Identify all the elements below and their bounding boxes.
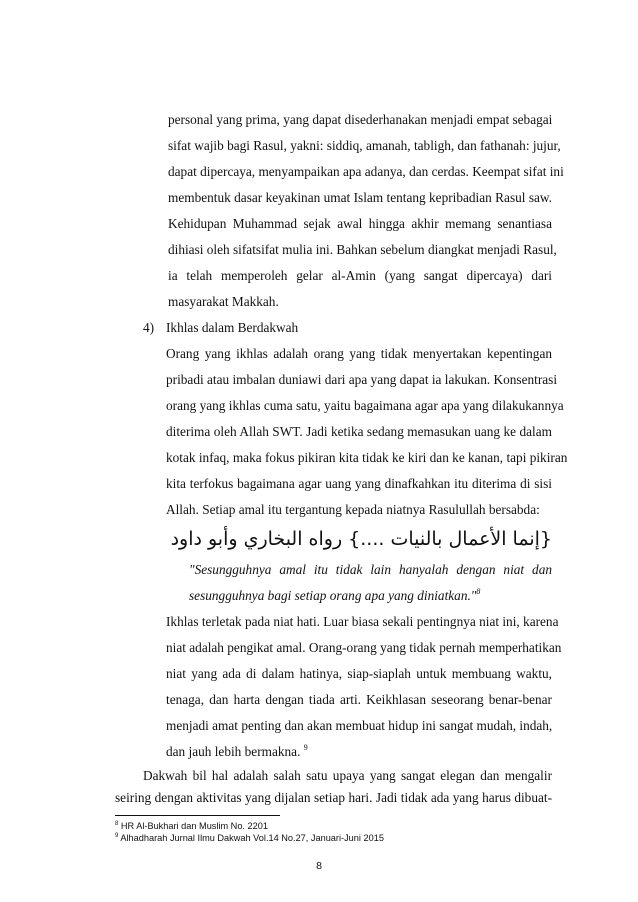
paragraph-line <box>166 744 308 760</box>
footnote-divider <box>115 815 280 816</box>
paragraph-line: diterima oleh Allah SWT. Jadi ketika sedang memasukan uang ke dalam <box>166 424 552 439</box>
paragraph-line: membentuk dasar keyakinan umat Islam tentang kepribadian Rasul saw. <box>168 190 552 205</box>
paragraph-line: Allah. Setiap amal itu tergantung kepada niatnya Rasulullah bersabda: <box>166 502 540 517</box>
quote-text: sesungguhnya bagi setiap orang apa yang diniatkan." <box>189 588 477 603</box>
paragraph-line: Orang yang ikhlas adalah orang yang tidak menyertakan kepentingan <box>166 346 552 361</box>
paragraph-line: dihiasi oleh sifatsifat mulia ini. Bahkan sebelum diangkat menjadi Rasul, <box>168 242 557 257</box>
paragraph-line: niat adalah pengikat amal. Orang-orang yang tidak pernah memperhatikan <box>166 640 562 655</box>
paragraph-line: Kehidupan Muhammad sejak awal hingga akhir memang senantiasa <box>168 216 552 231</box>
paragraph-line: Ikhlas terletak pada niat hati. Luar biasa sekali pentingnya niat ini, karena <box>166 614 559 629</box>
paragraph-line: dapat dipercaya, menyampaikan apa adanya, dan cerdas. Keempat sifat ini <box>168 164 564 179</box>
footnote-number: 8 <box>115 821 119 827</box>
paragraph-line: pribadi atau imbalan duniawi dari apa yang dapat ia lakukan. Konsentrasi <box>166 372 558 387</box>
footnote-text: HR Al-Bukhari dan Muslim No. 2201 <box>120 821 268 831</box>
footnote-number: 9 <box>115 833 119 839</box>
paragraph-line: masyarakat Makkah. <box>168 294 279 309</box>
paragraph-line: niat yang ada di dalam hatinya, siap-siaplah untuk membuang waktu, <box>166 666 552 681</box>
page-number: 8 <box>316 860 322 872</box>
paragraph-line: Dakwah bil hal adalah salah satu upaya yang sangat elegan dan mengalir <box>143 768 552 783</box>
paragraph-line: kita terfokus bagaimana agar uang yang dinafkahkan itu diterima di sisi <box>166 476 552 491</box>
paragraph-line: personal yang prima, yang dapat disederhanakan menjadi empat sebagai <box>168 112 553 127</box>
list-item-number: 4) <box>143 320 155 335</box>
footnote <box>115 832 384 844</box>
paragraph-line: menjadi amat penting dan akan membuat hidup ini sangat mudah, indah, <box>166 718 553 733</box>
footnote-ref[interactable]: 8 <box>476 587 481 596</box>
paragraph-line: sifat wajib bagi Rasul, yakni: siddiq, amanah, tabligh, dan fathanah: jujur, <box>168 138 561 153</box>
section-heading: Ikhlas dalam Berdakwah <box>166 320 299 335</box>
arabic-hadith: {إنما الأعمال بالنيات ....} رواه البخاري وأبو داود <box>170 528 552 550</box>
quote-line: "Sesungguhnya amal itu tidak lain hanyalah dengan niat dan <box>189 562 552 577</box>
paragraph-text: dan jauh lebih bermakna. <box>166 744 301 759</box>
paragraph-line: seiring dengan aktivitas yang dijalan setiap hari. Jadi tidak ada yang harus dibuat- <box>115 790 552 805</box>
footnote <box>115 820 268 832</box>
paragraph-line: tenaga, dan harta dengan tiada arti. Keikhlasan seseorang benar-benar <box>166 692 552 707</box>
footnote-ref[interactable]: 9 <box>303 743 308 752</box>
paragraph-line: ia telah memperoleh gelar al-Amin (yang sangat dipercaya) dari <box>168 268 552 283</box>
paragraph-line: orang yang ikhlas cuma satu, yaitu bagaimana agar apa yang dilakukannya <box>166 398 564 413</box>
footnote-text: Alhadharah Jurnal Ilmu Dakwah Vol.14 No.27, Januari-Juni 2015 <box>120 833 384 843</box>
paragraph-line: kotak infaq, maka fokus pikiran kita tidak ke kiri dan ke kanan, tapi pikiran <box>166 450 568 465</box>
quote-line <box>189 588 480 604</box>
